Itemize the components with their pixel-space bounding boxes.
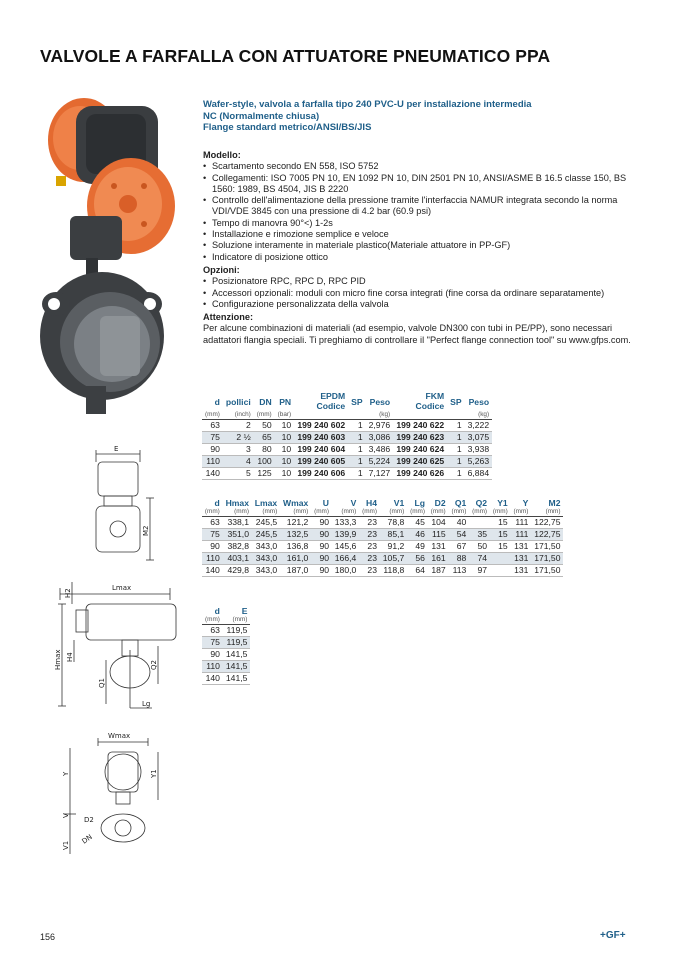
- table-unit-row: [202, 411, 492, 420]
- table-cell: 1: [348, 456, 365, 468]
- table-cell: 90: [311, 565, 332, 577]
- table-cell: 111: [511, 517, 532, 529]
- table-unit-row: [202, 616, 250, 625]
- table-cell: 90: [202, 444, 223, 456]
- table-cell: 131: [428, 541, 449, 553]
- col-unit: (mm): [359, 508, 380, 517]
- dim-label-d2: D2: [84, 816, 94, 824]
- e-dimension-table: [202, 606, 250, 685]
- table-cell: 10: [275, 432, 295, 444]
- table-header-row: [202, 498, 563, 508]
- list-item: • Posizionatore RPC, RPC D, RPC PID: [203, 276, 643, 287]
- table-cell: 1: [348, 420, 365, 432]
- table-row: [202, 541, 563, 553]
- subheading-line: Wafer-style, valvola a farfalla tipo 240 PVC-U per installazione intermedia: [203, 99, 532, 110]
- table-cell: 10: [275, 456, 295, 468]
- table-cell: 65: [254, 432, 275, 444]
- col-unit: (mm): [311, 508, 332, 517]
- table-cell: 141,5: [223, 661, 251, 673]
- table-cell: 23: [359, 541, 380, 553]
- table-cell: 171,50: [531, 565, 563, 577]
- col-header: V1: [393, 498, 405, 508]
- table-cell: 199 240 603: [294, 432, 348, 444]
- table-row: [202, 432, 492, 444]
- table-cell: 140: [202, 468, 223, 480]
- table-cell: 131: [511, 553, 532, 565]
- table-cell: 343,0: [252, 565, 280, 577]
- table-cell: 7,127: [366, 468, 394, 480]
- table-cell: 132,5: [280, 529, 311, 541]
- table-cell: 63: [202, 420, 223, 432]
- dim-label-q2: Q2: [150, 660, 158, 670]
- table-cell: 1: [447, 432, 464, 444]
- dim-label-hmax: Hmax: [54, 649, 62, 670]
- list-item: • Installazione e rimozione semplice e veloce: [203, 229, 643, 240]
- table-cell: 91,2: [380, 541, 407, 553]
- table-cell: 85,1: [380, 529, 407, 541]
- table-cell: 5,224: [366, 456, 394, 468]
- table-cell: 23: [359, 553, 380, 565]
- table-cell: 46: [407, 529, 428, 541]
- table-cell: 199 240 606: [294, 468, 348, 480]
- col-unit: (mm): [490, 508, 511, 517]
- table-cell: 125: [254, 468, 275, 480]
- table-cell: 429,8: [223, 565, 252, 577]
- table-cell: 118,8: [380, 565, 407, 577]
- table-cell: 49: [407, 541, 428, 553]
- table-cell: 122,75: [531, 529, 563, 541]
- table-cell: 50: [254, 420, 275, 432]
- table-cell: 199 240 626: [393, 468, 447, 480]
- col-header: V: [350, 498, 357, 508]
- table-cell: [490, 553, 511, 565]
- list-item: • Controllo dell'alimentazione della pressione tramite l'interfaccia NAMUR integrata secondo la norma VDI/VDE 3845 con una pressione di 4.2 bar (60.9 psi): [203, 195, 643, 218]
- col-unit: (kg): [465, 411, 493, 420]
- table-cell: 3,938: [465, 444, 493, 456]
- table-row: [202, 444, 492, 456]
- list-item: • Soluzione interamente in materiale plastico(Materiale attuatore in PP-GF): [203, 240, 643, 251]
- dimensions-table: [202, 498, 563, 577]
- col-header: d: [214, 498, 220, 508]
- table-cell: 78,8: [380, 517, 407, 529]
- subheading-line: Flange standard metrico/ANSI/BS/JIS: [203, 122, 372, 133]
- col-unit: (mm): [380, 508, 407, 517]
- col-unit: (mm): [531, 508, 563, 517]
- dim-label-q1: Q1: [98, 678, 106, 688]
- table-cell: 6,884: [465, 468, 493, 480]
- table-cell: 2 ½: [223, 432, 254, 444]
- col-unit: [294, 411, 348, 420]
- dim-label-v1: V1: [62, 840, 70, 850]
- table-cell: 10: [275, 468, 295, 480]
- table-cell: 10: [275, 420, 295, 432]
- table-cell: 3,222: [465, 420, 493, 432]
- col-unit: (mm): [280, 508, 311, 517]
- description: [203, 148, 643, 346]
- gf-logo: +GF+: [600, 930, 626, 941]
- table-cell: 131: [511, 541, 532, 553]
- table-cell: 351,0: [223, 529, 252, 541]
- table-cell: 2: [223, 420, 254, 432]
- col-header: Y1: [497, 498, 508, 508]
- table-cell: 88: [449, 553, 470, 565]
- table-row: [202, 637, 250, 649]
- table-cell: 199 240 623: [393, 432, 447, 444]
- col-header: Hmax: [225, 498, 249, 508]
- table-cell: 3,086: [366, 432, 394, 444]
- col-header: pollici: [225, 396, 251, 407]
- col-header: H4: [365, 498, 377, 508]
- table-cell: 1: [348, 432, 365, 444]
- col-unit: (mm): [223, 508, 252, 517]
- col-header: FKM Codice: [415, 391, 445, 411]
- table-cell: 141,5: [223, 673, 251, 685]
- col-unit: (mm): [449, 508, 470, 517]
- col-header: Y: [522, 498, 529, 508]
- dim-label-lmax: Lmax: [112, 584, 132, 592]
- col-header: Wmax: [283, 498, 309, 508]
- table-cell: 131: [511, 565, 532, 577]
- table-cell: 105,7: [380, 553, 407, 565]
- table-cell: 23: [359, 565, 380, 577]
- table-cell: 23: [359, 517, 380, 529]
- table-cell: 141,5: [223, 649, 251, 661]
- opzioni-label: Opzioni:: [203, 264, 240, 275]
- col-header: Q2: [475, 498, 488, 508]
- list-item: • Accessori opzionali: moduli con micro fine corsa integrati (fine corsa da ordinare separatamente): [203, 288, 643, 299]
- table-cell: 113: [449, 565, 470, 577]
- col-unit: (mm): [202, 508, 223, 517]
- table-row: [202, 468, 492, 480]
- table-cell: 343,0: [252, 553, 280, 565]
- col-unit: (mm): [428, 508, 449, 517]
- table-cell: 187: [428, 565, 449, 577]
- product-photo: [26, 86, 196, 431]
- table-cell: 343,0: [252, 541, 280, 553]
- table-cell: 166,4: [332, 553, 359, 565]
- table-cell: 122,75: [531, 517, 563, 529]
- table-cell: 3: [223, 444, 254, 456]
- col-header: D2: [434, 498, 446, 508]
- table-cell: 403,1: [223, 553, 252, 565]
- page-number: 156: [40, 932, 56, 942]
- table-cell: 199 240 625: [393, 456, 447, 468]
- modello-label: Modello:: [203, 150, 241, 160]
- table-cell: 199 240 605: [294, 456, 348, 468]
- col-header: E: [241, 606, 248, 616]
- table-cell: 110: [202, 553, 223, 565]
- table-cell: 140: [202, 673, 223, 685]
- col-header: U: [322, 498, 329, 508]
- table-cell: 80: [254, 444, 275, 456]
- table-cell: 115: [428, 529, 449, 541]
- table-cell: 199 240 622: [393, 420, 447, 432]
- dim-label-y1: Y1: [150, 769, 158, 778]
- table-cell: 90: [202, 541, 223, 553]
- table-cell: 3,486: [366, 444, 394, 456]
- table-cell: 382,8: [223, 541, 252, 553]
- table-cell: 133,3: [332, 517, 359, 529]
- technical-drawings: [40, 440, 200, 860]
- table-cell: 140: [202, 565, 223, 577]
- list-item: • Collegamenti: ISO 7005 PN 10, EN 1092 PN 10, DIN 2501 PN 10, ANSI/ASME B 16.5 classe 150, BS 1560: 1989, BS 4504, JIS B 2220: [203, 173, 643, 196]
- table-cell: 75: [202, 529, 223, 541]
- table-cell: 90: [311, 553, 332, 565]
- table-row: [202, 553, 563, 565]
- table-cell: 90: [311, 529, 332, 541]
- table-cell: 97: [469, 565, 490, 577]
- col-unit: (mm): [254, 411, 275, 420]
- page-title: VALVOLE A FARFALLA CON ATTUATORE PNEUMATICO PPA: [40, 46, 551, 66]
- table-header-row: [202, 392, 492, 411]
- list-item: • Configurazione personalizzata della valvola: [203, 299, 643, 310]
- table-cell: 187,0: [280, 565, 311, 577]
- col-header: M2: [548, 498, 561, 508]
- table-cell: 121,2: [280, 517, 311, 529]
- table-cell: 54: [449, 529, 470, 541]
- table-cell: 161: [428, 553, 449, 565]
- dim-label-e: E: [114, 445, 119, 453]
- table-cell: 171,50: [531, 553, 563, 565]
- table-cell: [490, 565, 511, 577]
- table-unit-row: [202, 508, 563, 517]
- table-cell: 110: [202, 456, 223, 468]
- table-cell: 50: [469, 541, 490, 553]
- col-unit: (inch): [223, 411, 254, 420]
- table-header-row: [202, 606, 250, 616]
- col-unit: (mm): [202, 411, 223, 420]
- table-cell: 1: [447, 456, 464, 468]
- col-unit: (mm): [202, 616, 223, 625]
- table-row: [202, 625, 250, 637]
- table-cell: 245,5: [252, 529, 280, 541]
- dim-label-h4: H4: [66, 652, 74, 662]
- table-cell: 56: [407, 553, 428, 565]
- table-cell: 180,0: [332, 565, 359, 577]
- col-unit: [348, 411, 365, 420]
- subheading-line: NC (Normalmente chiusa): [203, 110, 320, 122]
- dim-label-m2: M2: [142, 525, 150, 536]
- table-cell: 90: [311, 541, 332, 553]
- subheading: [203, 99, 532, 134]
- table-cell: 119,5: [223, 625, 251, 637]
- table-cell: 23: [359, 529, 380, 541]
- list-item: • Indicatore di posizione ottico: [203, 252, 643, 263]
- dim-label-lg: Lg: [142, 700, 151, 708]
- table-cell: 111: [511, 529, 532, 541]
- col-unit: (bar): [275, 411, 295, 420]
- dim-label-y: Y: [62, 771, 70, 776]
- table-row: [202, 456, 492, 468]
- table-cell: 15: [490, 541, 511, 553]
- col-header: Peso: [369, 396, 391, 407]
- table-cell: 64: [407, 565, 428, 577]
- table-cell: 5: [223, 468, 254, 480]
- table-cell: 338,1: [223, 517, 252, 529]
- table-cell: 100: [254, 456, 275, 468]
- list-item: • Scartamento secondo EN 558, ISO 5752: [203, 161, 643, 172]
- table-cell: 161,0: [280, 553, 311, 565]
- modello-list: [203, 161, 643, 263]
- dim-label-h2: H2: [64, 588, 72, 598]
- table-cell: 1: [348, 444, 365, 456]
- col-unit: (kg): [366, 411, 394, 420]
- table-cell: 199 240 602: [294, 420, 348, 432]
- table-cell: 2,976: [366, 420, 394, 432]
- col-header: PN: [279, 396, 292, 407]
- table-cell: 119,5: [223, 637, 251, 649]
- dim-label-wmax: Wmax: [108, 732, 131, 740]
- order-table: [202, 392, 492, 480]
- table-row: [202, 673, 250, 685]
- table-cell: 90: [202, 649, 223, 661]
- attenzione-label: Attenzione:: [203, 312, 254, 323]
- table-cell: 15: [490, 517, 511, 529]
- col-unit: (mm): [252, 508, 280, 517]
- table-cell: 1: [447, 420, 464, 432]
- table-cell: 145,6: [332, 541, 359, 553]
- col-unit: (mm): [407, 508, 428, 517]
- table-cell: 1: [348, 468, 365, 480]
- table-row: [202, 529, 563, 541]
- col-unit: (mm): [511, 508, 532, 517]
- col-unit: (mm): [332, 508, 359, 517]
- col-header: Peso: [468, 396, 490, 407]
- table-cell: 10: [275, 444, 295, 456]
- table-cell: 245,5: [252, 517, 280, 529]
- table-cell: 171,50: [531, 541, 563, 553]
- opzioni-list: [203, 276, 643, 310]
- table-cell: 3,075: [465, 432, 493, 444]
- col-header: d: [214, 606, 220, 616]
- col-header: EPDM Codice: [316, 391, 346, 411]
- col-unit: (mm): [469, 508, 490, 517]
- table-cell: 75: [202, 432, 223, 444]
- table-row: [202, 565, 563, 577]
- table-cell: 63: [202, 517, 223, 529]
- col-header: Lg: [414, 498, 425, 508]
- table-cell: 74: [469, 553, 490, 565]
- col-header: Q1: [454, 498, 467, 508]
- col-header: d: [214, 396, 220, 407]
- table-cell: 63: [202, 625, 223, 637]
- table-cell: 104: [428, 517, 449, 529]
- table-cell: 199 240 604: [294, 444, 348, 456]
- table-cell: 40: [449, 517, 470, 529]
- table-row: [202, 649, 250, 661]
- col-header: SP: [351, 396, 363, 407]
- table-cell: 136,8: [280, 541, 311, 553]
- table-cell: 67: [449, 541, 470, 553]
- col-unit: (mm): [223, 616, 251, 625]
- col-unit: [393, 411, 447, 420]
- table-row: [202, 661, 250, 673]
- attenzione-text: Per alcune combinazioni di materiali (ad esempio, valvole DN300 con tubi in PE/PP), sono necessari adattatori flangia speciali. Ti preghiamo di controllare il "Perfect flange connection tool" su www.gfps.com.: [203, 323, 631, 345]
- list-item: • Tempo di manovra 90°<) 1-2s: [203, 218, 643, 229]
- table-cell: 1: [447, 468, 464, 480]
- table-cell: 75: [202, 637, 223, 649]
- table-cell: 45: [407, 517, 428, 529]
- table-cell: 15: [490, 529, 511, 541]
- col-unit: [447, 411, 464, 420]
- table-cell: 35: [469, 529, 490, 541]
- dim-label-v: V: [62, 813, 70, 818]
- col-header: SP: [450, 396, 462, 407]
- table-cell: 5,263: [465, 456, 493, 468]
- dim-label-dn: DN: [80, 832, 94, 846]
- table-row: [202, 420, 492, 432]
- table-cell: 139,9: [332, 529, 359, 541]
- table-cell: 1: [447, 444, 464, 456]
- col-header: Lmax: [254, 498, 278, 508]
- col-header: DN: [259, 396, 272, 407]
- table-cell: 199 240 624: [393, 444, 447, 456]
- table-cell: [469, 517, 490, 529]
- table-cell: 4: [223, 456, 254, 468]
- table-cell: 90: [311, 517, 332, 529]
- table-cell: 110: [202, 661, 223, 673]
- table-row: [202, 517, 563, 529]
